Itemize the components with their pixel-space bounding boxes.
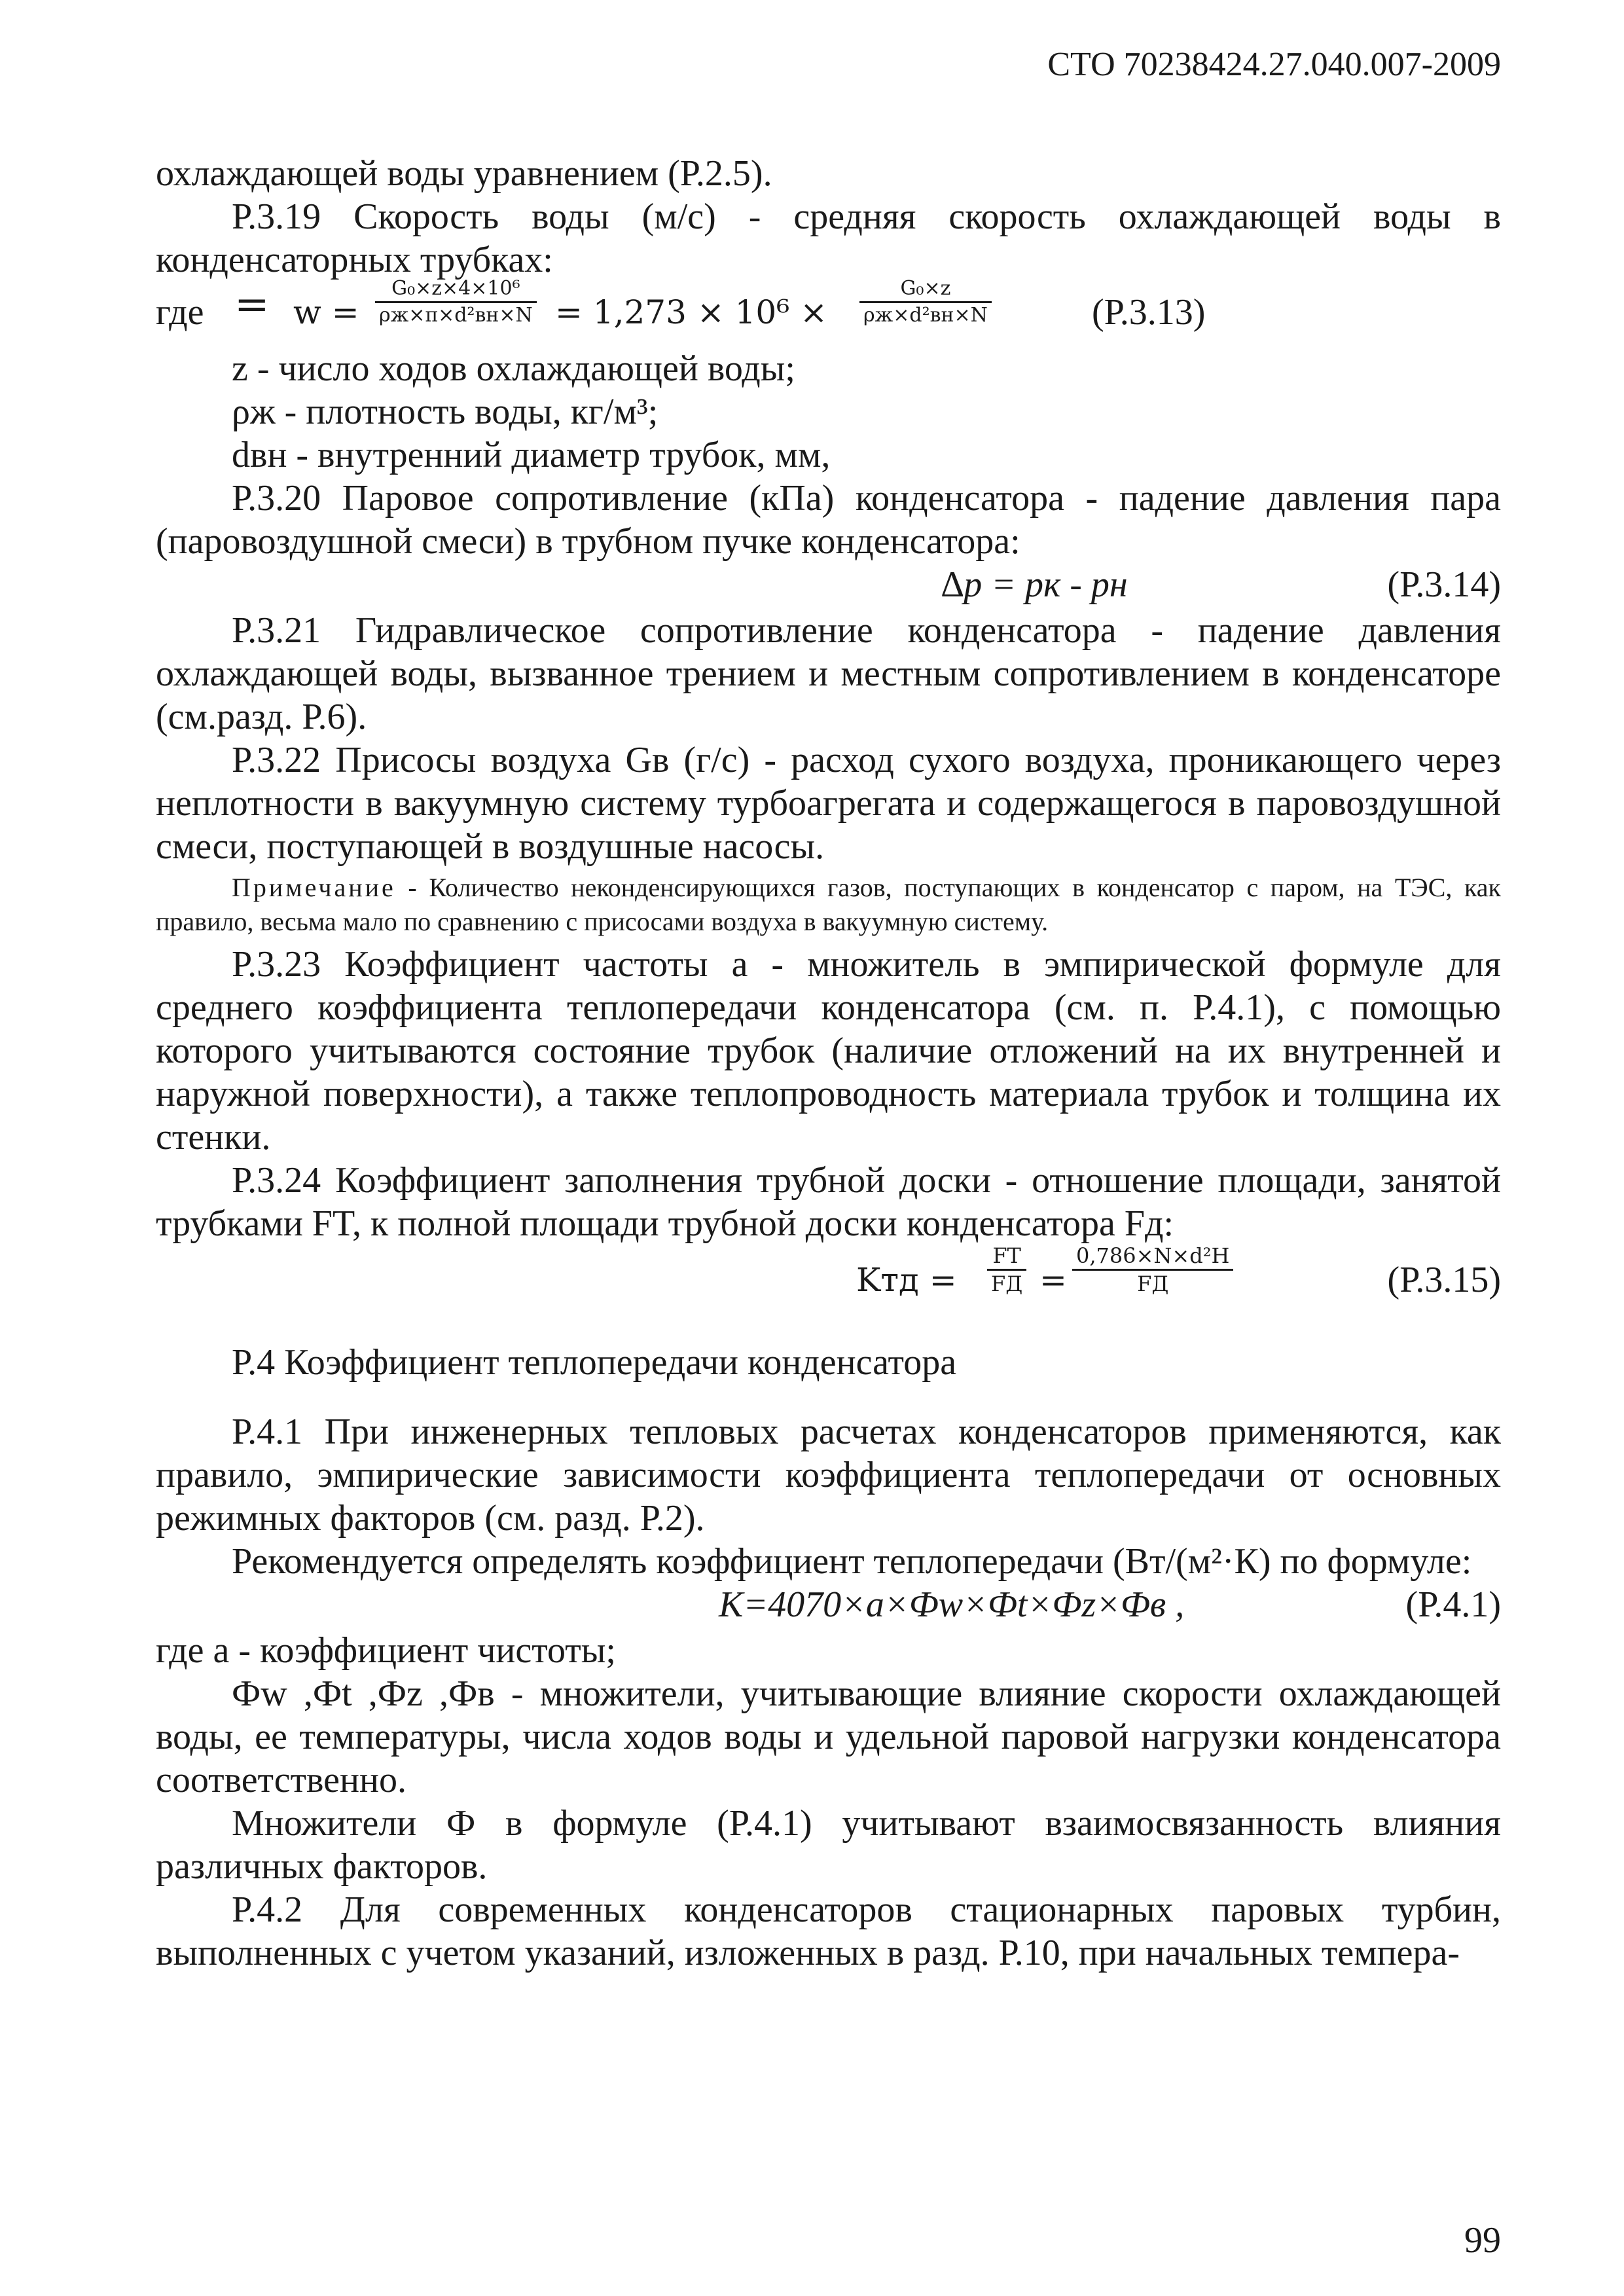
fraction-1-numerator: G₀×z×4×10⁶ [375, 276, 537, 303]
equation-p3-15-middle: = [1039, 1261, 1067, 1299]
paragraph-p3-19: Р.3.19 Скорость воды (м/с) - средняя скорость охлаждающей воды в конденсаторных трубках: [156, 196, 1501, 280]
equation-p3-15-fraction-2 [1072, 1243, 1233, 1297]
page-number: 99 [1464, 2220, 1501, 2261]
fraction-ft-fd [987, 1243, 1026, 1297]
equation-p4-1 [156, 1583, 1501, 1629]
paragraph-p4-2: Р.4.2 Для современных конденсаторов стационарных паровых турбин, выполненных с учетом указаний, изложенных в разд. Р.10, при начальных темпера- [156, 1889, 1501, 1973]
definition-a: где a - коэффициент чистоты; [156, 1630, 616, 1671]
definition-z: z - число ходов охлаждающей воды; [232, 348, 795, 389]
definition-rho: ρж - плотность воды, кг/м³; [232, 392, 659, 432]
fraction-ft-numerator: FT [987, 1243, 1026, 1271]
equation-fraction-1 [375, 276, 537, 328]
equation-fraction-2 [859, 276, 992, 328]
fraction-2-denominator: ρж×d²вн×N [863, 304, 988, 327]
equation-number-p4-1: (Р.4.1) [1405, 1584, 1501, 1625]
equation-number-p3-15: (Р.3.15) [1387, 1260, 1501, 1300]
equation-p4-1-body: K=4070×a×Фw×Фt×Фz×Фв , [719, 1584, 1185, 1625]
equation-number-p3-14: (Р.3.14) [1387, 564, 1501, 605]
definition-phi-multipliers: Фw ,Фt ,Фz ,Фв - множители, учитывающие влияние скорости охлаждающей воды, ее температуры, числа ходов воды и удельной паровой нагрузки конденсатора соответственно. [156, 1673, 1501, 1800]
fraction-2-numerator: G₀×z [859, 276, 992, 303]
equation-p3-15 [156, 1245, 1501, 1315]
equation-p3-15-lhs: Kтд = [856, 1261, 957, 1299]
fraction-area-denominator: FД [1137, 1271, 1169, 1296]
fraction-fd-denominator: FД [991, 1271, 1023, 1296]
equation-p3-14-body: ∆p = pк - pн [941, 564, 1128, 605]
fraction-1-denominator: ρж×π×d²вн×N [379, 304, 533, 327]
fraction-area [1072, 1243, 1233, 1297]
equation-where-label: где [156, 292, 204, 333]
note-text: - Количество неконденсирующихся газов, поступающих в конденсатор с паром, на ТЭС, как правило, весьма мало по сравнению с присосами воздуха в вакуумную систему. [156, 873, 1501, 936]
equation-p3-13 [156, 277, 1501, 347]
page-body [156, 152, 1501, 1975]
paragraph-multipliers: Множители Ф в формуле (Р.4.1) учитывают взаимосвязанность влияния различных факторов. [156, 1803, 1501, 1887]
equation-p3-14 [156, 563, 1501, 609]
paragraph-continuation: охлаждающей воды уравнением (Р.2.5). [156, 153, 772, 194]
equation-middle: = 1,273 × 10⁶ × [555, 293, 828, 331]
paragraph-p4-1-formula-intro: Рекомендуется определять коэффициент теплопередачи (Вт/(м²·К) по формуле: [232, 1541, 1472, 1582]
fraction-2 [859, 276, 992, 328]
equation-number-p3-13: (Р.3.13) [1092, 292, 1206, 333]
equation-equals-sign: = [234, 280, 270, 329]
paragraph-p4-1: Р.4.1 При инженерных тепловых расчетах конденсаторов применяются, как правило, эмпирические зависимости коэффициента теплопередачи от основных режимных факторов (см. разд. Р.2). [156, 1412, 1501, 1539]
paragraph-p3-21: Р.3.21 Гидравлическое сопротивление конденсатора - падение давления охлаждающей воды, вызванное трением и местным сопротивлением в конденсаторе (см.разд. Р.6). [156, 610, 1501, 737]
note [156, 871, 1501, 939]
fraction-area-numerator: 0,786×N×d²Н [1072, 1243, 1233, 1271]
paragraph-p3-23: Р.3.23 Коэффициент частоты a - множитель в эмпирической формуле для среднего коэффициента теплопередачи конденсатора (см. п. Р.4.1), с помощью которого учитываются состояние трубок (наличие отложений на их внутренней и наружной поверхности), а также теплопроводность материала трубок и толщина их стенки. [156, 944, 1501, 1157]
equation-lhs: w = [293, 293, 359, 331]
equation-p3-15-fraction-1 [987, 1243, 1026, 1297]
fraction-1 [375, 276, 537, 328]
definition-d-inner: dвн - внутренний диаметр трубок, мм, [232, 435, 831, 475]
note-label: Примечание [232, 873, 396, 902]
section-heading-p4: Р.4 Коэффициент теплопередачи конденсатора [232, 1342, 957, 1383]
document-code-header: СТО 70238424.27.040.007-2009 [1047, 46, 1501, 83]
paragraph-p3-22: Р.3.22 Присосы воздуха Gв (г/с) - расход сухого воздуха, проникающего через неплотности в вакуумную систему турбоагрегата и содержащегося в паровоздушной смеси, поступающей в воздушные насосы. [156, 740, 1501, 867]
paragraph-p3-20: Р.3.20 Паровое сопротивление (кПа) конденсатора - падение давления пара (паровоздушной смеси) в трубном пучке конденсатора: [156, 478, 1501, 562]
paragraph-p3-24: Р.3.24 Коэффициент заполнения трубной доски - отношение площади, занятой трубками FT, к полной площади трубной доски конденсатора Fд: [156, 1160, 1501, 1244]
